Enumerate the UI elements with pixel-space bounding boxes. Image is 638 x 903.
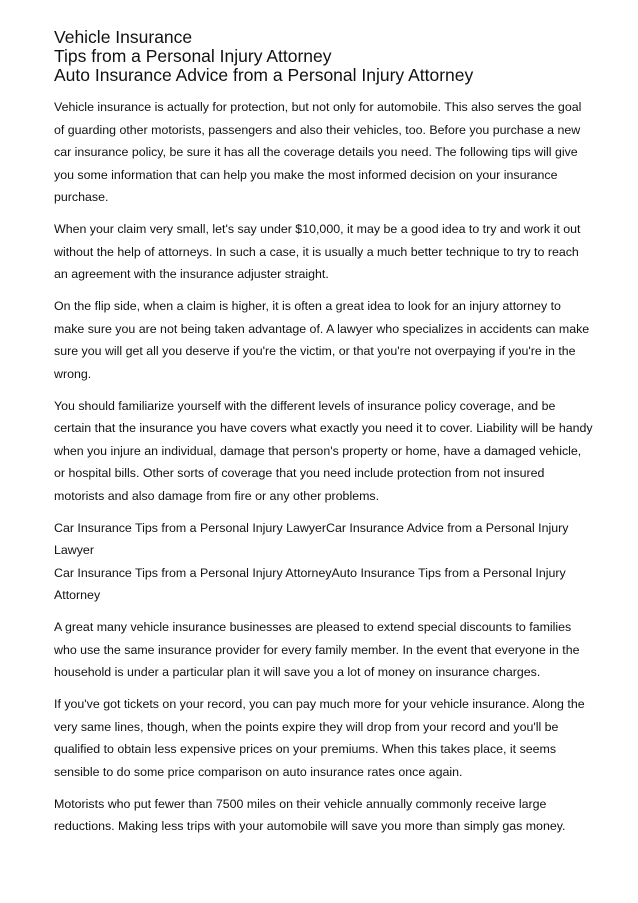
- paragraph-small-claim: When your claim very small, let's say under $10,000, it may be a good idea to try and work it out without the help of attorneys. In such a case, it is usually a much better technique to try to reach an agreement with the insurance adjuster straight.: [54, 222, 581, 281]
- document-page: [54, 28, 594, 838]
- document-body: [54, 96, 594, 838]
- paragraph-coverage: You should familiarize yourself with the different levels of insurance policy coverage, and be certain that the insurance you have covers what exactly you need it to cover. Liability will be handy when you injure an individual, damage that person's property or home, have a damaged vehicle, or hospital bills. Other sorts of coverage that you need include protection from not insured motorists and also damage from fire or any other problems.: [54, 398, 593, 503]
- paragraph-tickets: If you've got tickets on your record, you can pay much more for your vehicle insurance. Along the very same lines, though, when the points expire they will drop from your record and you'll be qualified to obtain less expensive prices on your premiums. When this takes place, it seems sensible to do some price comparison on auto insurance rates once again.: [54, 697, 585, 779]
- paragraph-related-lawyer: Car Insurance Tips from a Personal Injury LawyerCar Insurance Advice from a Personal Injury Lawyer: [54, 520, 569, 557]
- paragraph-mileage: Motorists who put fewer than 7500 miles on their vehicle annually commonly receive large reductions. Making less trips with your automobile will save you more than simply gas money.: [54, 796, 566, 833]
- paragraph-intro: Vehicle insurance is actually for protection, but not only for automobile. This also serves the goal of guarding other motorists, passengers and also their vehicles, too. Before you purchase a new car insurance policy, be sure it has all the coverage details you need. The following tips will give you some information that can help you make the most informed decision on your insurance purchase.: [54, 100, 582, 204]
- title-block: [54, 28, 594, 85]
- paragraph-large-claim: On the flip side, when a claim is higher, it is often a great idea to look for an injury attorney to make sure you are not being taken advantage of. A lawyer who specializes in accidents can make sure you will get all you deserve if you're the victim, or that you're not overpaying if you're in the wrong.: [54, 299, 590, 381]
- paragraph-related-attorney: Car Insurance Tips from a Personal Injury AttorneyAuto Insurance Tips from a Personal Injury Attorney: [54, 565, 566, 602]
- document-title: Vehicle Insurance: [54, 27, 193, 47]
- document-subtitle-secondary: Auto Insurance Advice from a Personal Injury Attorney: [54, 65, 474, 85]
- paragraph-discounts: A great many vehicle insurance businesses are pleased to extend special discounts to families who use the same insurance provider for every family member. In the event that everyone in the household is under a particular plan it will save you a lot of money on insurance charges.: [54, 620, 580, 679]
- document-subtitle: Tips from a Personal Injury Attorney: [54, 46, 332, 66]
